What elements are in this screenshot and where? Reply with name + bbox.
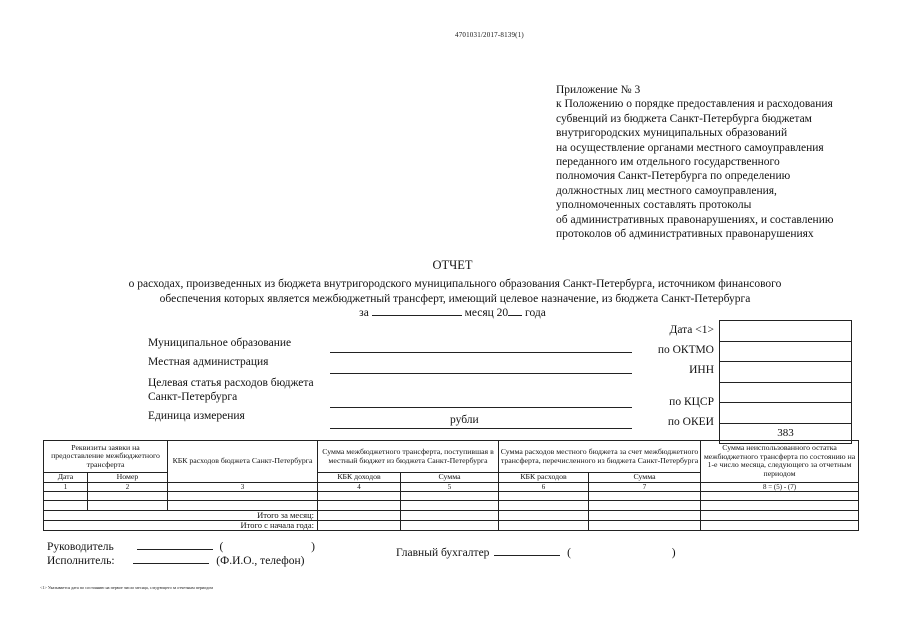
budget-item-label-line2: Санкт-Петербурга — [148, 391, 238, 403]
header-sum: Сумма — [401, 473, 499, 483]
cell[interactable] — [318, 501, 401, 511]
header-remainder: Сумма неиспользованного остатка межбюджетного трансферта по состоянию на 1-е число месяца, следующего за отчетным периодом — [701, 441, 859, 483]
cell[interactable] — [589, 492, 701, 501]
unit-label: Единица измерения — [148, 410, 245, 422]
administration-label: Местная администрация — [148, 356, 269, 368]
col-number: 2 — [88, 482, 168, 492]
budget-item-label: Целевая статья расходов бюджета — [148, 377, 314, 389]
appendix-line: полномочия Санкт-Петербурга по определению — [556, 170, 791, 183]
head-signature-line[interactable] — [137, 539, 213, 550]
col-number: 3 — [168, 482, 318, 492]
footnote: <1> Указывается дата по состоянию на первое число месяца, следующего за отчетным периодом — [40, 585, 213, 590]
appendix-line: переданного им отдельного государственного — [556, 156, 780, 169]
cell[interactable] — [318, 511, 401, 521]
period-prefix: за — [359, 307, 369, 319]
col-number: 6 — [499, 482, 589, 492]
header-local: Сумма расходов местного бюджета за счет межбюджетного трансферта, перечисленного из бюджета Санкт-Петербурга — [499, 441, 701, 473]
cell[interactable] — [499, 521, 589, 531]
codes-table — [719, 320, 852, 444]
municipality-label: Муниципальное образование — [148, 337, 292, 349]
cell[interactable] — [44, 492, 88, 501]
subtitle-line: обеспечения которых является межбюджетный трансферт, имеющий целевое назначение, из бюджета Санкт-Петербурга — [159, 292, 751, 305]
col-number: 5 — [401, 482, 499, 492]
cell[interactable] — [589, 511, 701, 521]
kcsr-cell[interactable] — [720, 403, 852, 424]
budget-item-field[interactable] — [330, 407, 632, 408]
cell[interactable] — [701, 511, 859, 521]
cell[interactable] — [401, 521, 499, 531]
year-blank[interactable] — [508, 305, 522, 316]
header-number: Номер — [88, 473, 168, 483]
col-number: 8 = (5) - (7) — [701, 482, 859, 492]
municipality-field[interactable] — [330, 352, 632, 353]
oktmo-cell[interactable] — [720, 341, 852, 362]
chief-accountant-signature-line[interactable] — [494, 545, 560, 556]
cell[interactable] — [589, 501, 701, 511]
appendix-line: на осуществление органами местного самоуправления — [556, 141, 824, 154]
blank-code-cell[interactable] — [720, 382, 852, 403]
appendix-line: должностных лиц местного самоуправления, — [556, 184, 777, 197]
cell[interactable] — [88, 492, 168, 501]
table-row — [44, 492, 859, 501]
head-close-paren: ) — [311, 541, 315, 553]
cell[interactable] — [318, 521, 401, 531]
cell[interactable] — [401, 511, 499, 521]
cell[interactable] — [701, 521, 859, 531]
fio-phone-label: (Ф.И.О., телефон) — [216, 555, 305, 567]
chief-close-paren: ) — [671, 547, 676, 559]
period-year-suffix: года — [525, 307, 546, 319]
cell[interactable] — [401, 501, 499, 511]
header-transfer: Сумма межбюджетного трансферта, поступившая в местный бюджет из бюджета Санкт-Петербурга — [318, 441, 499, 473]
total-year-label: Итого с начала года: — [44, 521, 318, 531]
total-month-label: Итого за месяц: — [44, 511, 318, 521]
okei-cell: 383 — [720, 423, 852, 444]
subtitle-line: о расходах, произведенных из бюджета внутригородского муниципального образования Санкт-Петербурга, источником финансового — [128, 278, 782, 290]
appendix-line: уполномоченных составлять протоколы — [556, 199, 752, 212]
appendix-line: Приложение № 3 — [556, 84, 641, 96]
table-row — [44, 501, 859, 511]
chief-accountant-signature — [396, 545, 676, 559]
header-date: Дата — [44, 473, 88, 483]
period-month-text: месяц 20 — [464, 307, 509, 319]
cell[interactable] — [499, 501, 589, 511]
cell[interactable] — [168, 492, 318, 501]
report-table — [43, 440, 859, 531]
appendix-line: к Положению о порядке предоставления и расходования — [556, 98, 833, 111]
cell[interactable] — [88, 501, 168, 511]
report-title: ОТЧЕТ — [432, 258, 473, 272]
header-kbk: КБК расходов бюджета Санкт-Петербурга — [168, 441, 318, 483]
head-open-paren: ( — [219, 541, 224, 553]
executor-label: Исполнитель: — [47, 555, 115, 567]
cell[interactable] — [589, 521, 701, 531]
cell[interactable] — [168, 501, 318, 511]
administration-field[interactable] — [330, 373, 632, 374]
cell[interactable] — [701, 501, 859, 511]
col-number: 1 — [44, 482, 88, 492]
appendix-block — [556, 83, 876, 241]
date-label: Дата <1> — [669, 324, 714, 336]
appendix-line: субвенций из бюджета Санкт-Петербурга бюджетам — [556, 112, 812, 125]
head-signature — [47, 539, 315, 553]
cell[interactable] — [44, 501, 88, 511]
total-month-row — [44, 511, 859, 521]
col-number: 4 — [318, 482, 401, 492]
cell[interactable] — [318, 492, 401, 501]
cell[interactable] — [401, 492, 499, 501]
executor-signature-line[interactable] — [133, 553, 209, 564]
cell[interactable] — [499, 492, 589, 501]
document-code: 4701031/2017-8139(1) — [455, 31, 524, 39]
kcsr-label: по КЦСР — [669, 396, 714, 408]
inn-label: ИНН — [689, 364, 714, 376]
date-cell[interactable] — [720, 321, 852, 342]
month-blank[interactable] — [372, 305, 462, 316]
head-label: Руководитель — [47, 541, 114, 553]
executor-signature — [47, 553, 304, 567]
chief-open-paren: ( — [567, 547, 572, 559]
unit-value: рубли — [450, 414, 479, 426]
report-subtitle — [40, 277, 870, 306]
appendix-line: протоколов об административных правонарушениях — [556, 228, 814, 241]
total-year-row — [44, 521, 859, 531]
header-kbk-expense: КБК расходов — [499, 473, 589, 483]
report-period — [0, 305, 905, 319]
appendix-line: об административных правонарушениях, и составлению — [556, 213, 834, 226]
appendix-line: внутригородских муниципальных образований — [556, 127, 788, 140]
okei-label: по ОКЕИ — [667, 416, 714, 428]
chief-accountant-label: Главный бухгалтер — [396, 547, 490, 559]
inn-cell[interactable] — [720, 362, 852, 383]
cell[interactable] — [499, 511, 589, 521]
unit-field[interactable] — [330, 428, 632, 429]
col-number: 7 — [589, 482, 701, 492]
header-kbk-income: КБК доходов — [318, 473, 401, 483]
cell[interactable] — [701, 492, 859, 501]
header-request: Реквизиты заявки на предоставление межбюджетного трансферта — [44, 441, 168, 473]
header-sum2: Сумма — [589, 473, 701, 483]
oktmo-label: по ОКТМО — [657, 344, 714, 356]
